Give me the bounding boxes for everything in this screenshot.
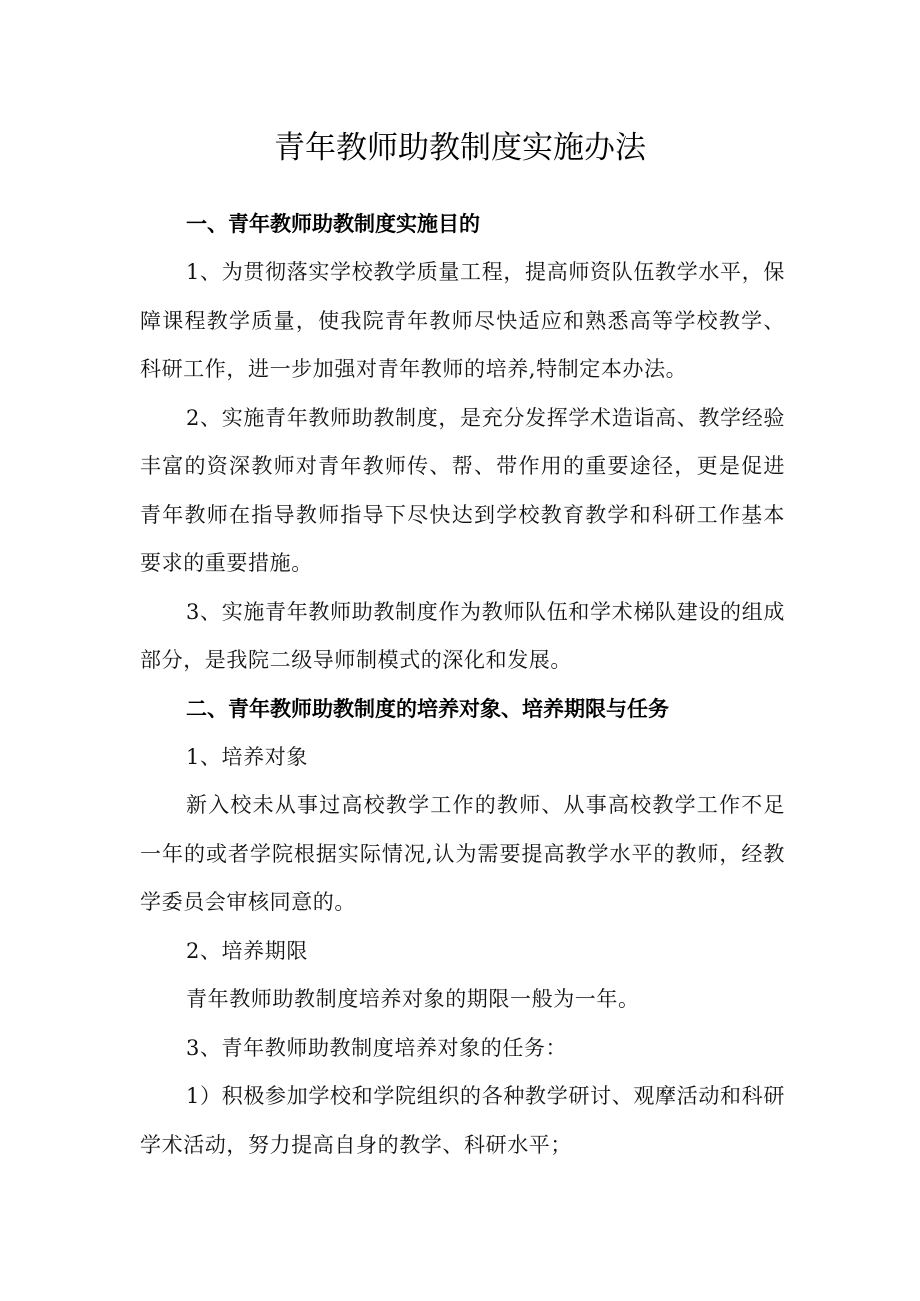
subheading-training-tasks: 3、青年教师助教制度培养对象的任务： <box>186 1035 568 1060</box>
paragraph-task-1: 1）积极参加学校和学院组织的各种教学研讨、观摩活动和科研学术活动，努力提高自身的教学、科研水平； <box>140 1084 785 1157</box>
document-body <box>140 200 785 1169</box>
subheading-training-period: 2、培养期限 <box>186 938 308 963</box>
paragraph-training-target: 新入校未从事过高校教学工作的教师、从事高校教学工作不足一年的或者学院根据实际情况,认为需要提高教学水平的教师，经教学委员会审核同意的。 <box>140 793 785 914</box>
paragraph-purpose-1: 1、为贯彻落实学校教学质量工程，提高师资队伍教学水平，保障课程教学质量，使我院青年教师尽快适应和熟悉高等学校教学、科研工作，进一步加强对青年教师的培养,特制定本办法。 <box>140 260 785 381</box>
section-heading-1: 一、青年教师助教制度实施目的 <box>186 212 480 236</box>
section-heading-2: 二、青年教师助教制度的培养对象、培养期限与任务 <box>186 696 669 721</box>
document-title: 青年教师助教制度实施办法 <box>274 130 646 166</box>
paragraph-training-period: 青年教师助教制度培养对象的期限一般为一年。 <box>186 987 640 1011</box>
subheading-training-target: 1、培养对象 <box>186 744 308 769</box>
paragraph-purpose-2: 2、实施青年教师助教制度，是充分发挥学术造诣高、教学经验丰富的资深教师对青年教师传、帮、带作用的重要途径，更是促进青年教师在指导教师指导下尽快达到学校教育教学和科研工作基本要求的重要措施。 <box>140 405 785 575</box>
paragraph-purpose-3: 3、实施青年教师助教制度作为教师队伍和学术梯队建设的组成部分，是我院二级导师制模式的深化和发展。 <box>140 599 785 672</box>
